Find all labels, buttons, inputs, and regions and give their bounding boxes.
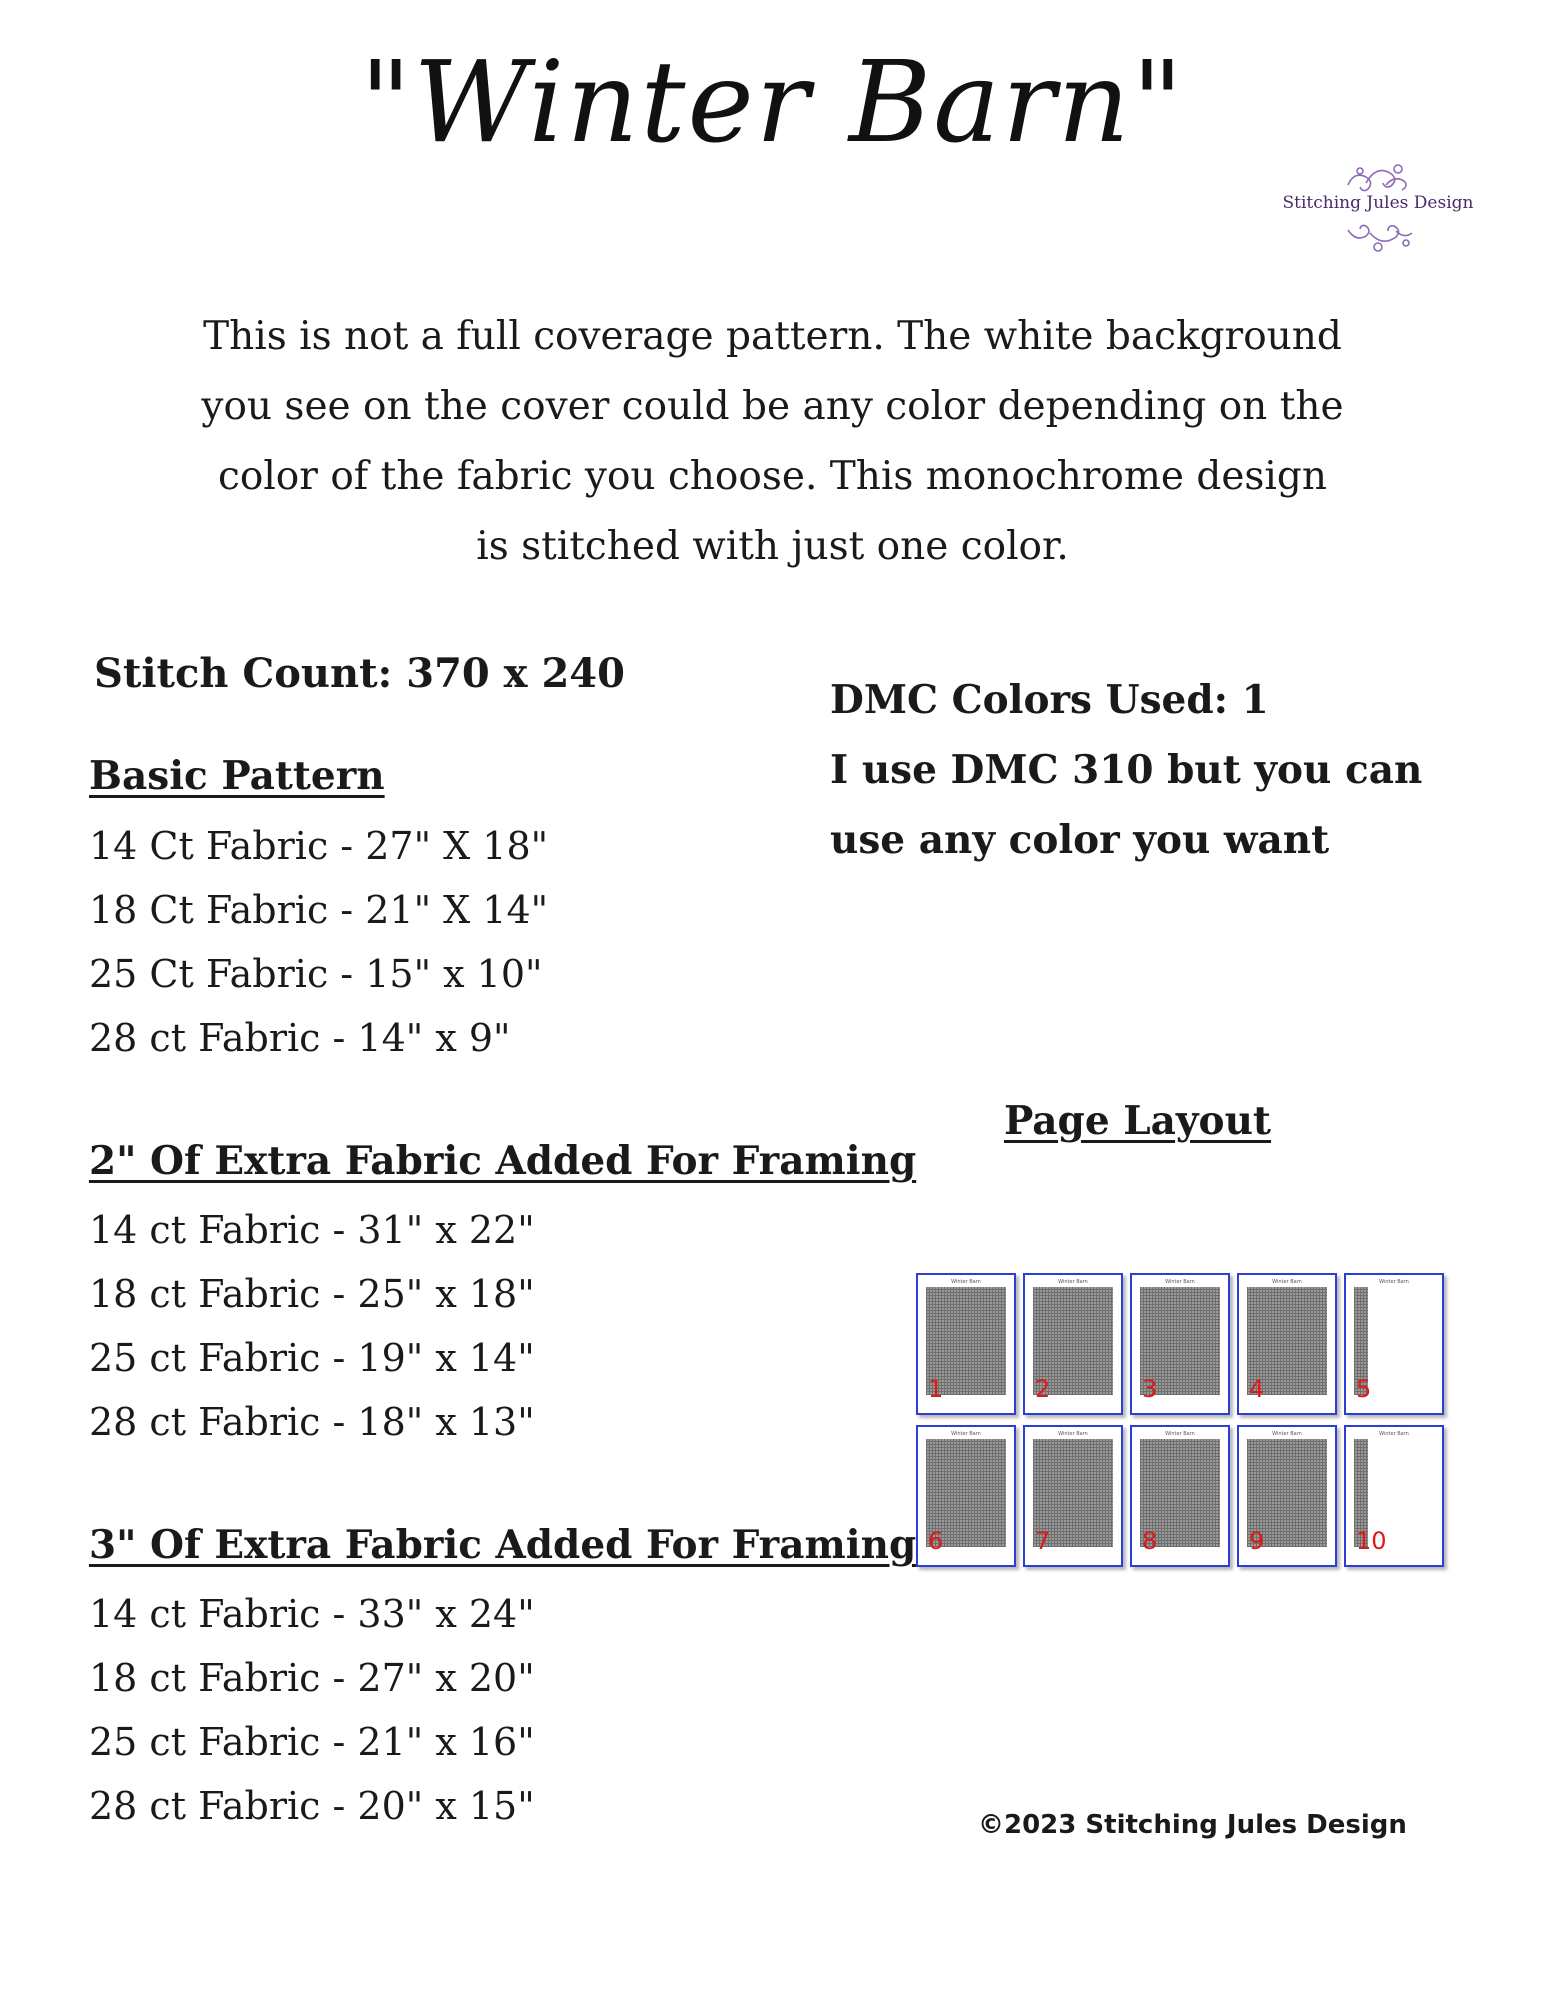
copyright-text: ©2023 Stitching Jules Design xyxy=(978,1810,1407,1840)
thumbnail-title: Winter Barn xyxy=(951,1431,981,1437)
thumbnail-title: Winter Barn xyxy=(1379,1431,1409,1437)
fabric-size-list xyxy=(89,1582,535,1838)
thumbnail-title: Winter Barn xyxy=(1272,1279,1302,1285)
intro-line: color of the fabric you choose. This monochrome design xyxy=(218,454,1327,499)
page-thumbnail xyxy=(1344,1425,1444,1567)
thumbnail-title: Winter Barn xyxy=(1379,1279,1409,1285)
page-thumbnail xyxy=(916,1273,1016,1415)
dmc-note-line: I use DMC 310 but you can xyxy=(830,747,1423,793)
dmc-note-line: use any color you want xyxy=(830,817,1330,863)
fabric-size-item: 25 ct Fabric - 19" x 14" xyxy=(89,1336,535,1380)
fabric-size-list xyxy=(89,1198,535,1454)
fabric-size-item: 14 Ct Fabric - 27" X 18" xyxy=(89,824,549,868)
intro-line: is stitched with just one color. xyxy=(476,524,1069,569)
section-heading-2in-extra: 2" Of Extra Fabric Added For Framing xyxy=(89,1138,917,1184)
page-number: 3 xyxy=(1142,1375,1158,1403)
page-number: 4 xyxy=(1249,1375,1265,1403)
section-heading-3in-extra: 3" Of Extra Fabric Added For Framing xyxy=(89,1522,917,1568)
stitch-count: Stitch Count: 370 x 240 xyxy=(94,650,625,697)
page-number: 2 xyxy=(1035,1375,1051,1403)
page-thumbnail xyxy=(1237,1425,1337,1567)
page-number: 7 xyxy=(1035,1527,1051,1555)
fabric-size-item: 18 Ct Fabric - 21" X 14" xyxy=(89,888,549,932)
fabric-size-item: 28 ct Fabric - 18" x 13" xyxy=(89,1400,535,1444)
page-number: 8 xyxy=(1142,1527,1158,1555)
thumbnail-title: Winter Barn xyxy=(951,1279,981,1285)
page-thumbnail xyxy=(1130,1425,1230,1567)
thumbnail-title: Winter Barn xyxy=(1058,1279,1088,1285)
page-number: 1 xyxy=(928,1375,944,1403)
section-heading-basic-pattern: Basic Pattern xyxy=(89,753,385,799)
fabric-size-item: 18 ct Fabric - 25" x 18" xyxy=(89,1272,535,1316)
fabric-size-item: 25 Ct Fabric - 15" x 10" xyxy=(89,952,543,996)
page-thumbnail xyxy=(1344,1273,1444,1415)
fabric-size-item: 14 ct Fabric - 33" x 24" xyxy=(89,1592,535,1636)
page-thumbnail xyxy=(1237,1273,1337,1415)
page-title: "Winter Barn" xyxy=(359,38,1186,168)
page-number: 9 xyxy=(1249,1527,1265,1555)
intro-line: This is not a full coverage pattern. The white background xyxy=(203,314,1342,359)
page-thumbnail xyxy=(1023,1425,1123,1567)
page-thumbnail xyxy=(1130,1273,1230,1415)
dmc-info xyxy=(830,665,1422,875)
page-layout-heading: Page Layout xyxy=(1004,1098,1271,1144)
page-number: 5 xyxy=(1356,1375,1372,1403)
page-number: 10 xyxy=(1356,1527,1387,1555)
thumbnail-title: Winter Barn xyxy=(1165,1279,1195,1285)
fabric-size-item: 28 ct Fabric - 20" x 15" xyxy=(89,1784,535,1828)
thumbnail-title: Winter Barn xyxy=(1058,1431,1088,1437)
dmc-colors-used: DMC Colors Used: 1 xyxy=(830,677,1269,723)
page-thumbnail xyxy=(916,1425,1016,1567)
thumbnail-title: Winter Barn xyxy=(1272,1431,1302,1437)
brand-logo xyxy=(1278,155,1478,260)
intro-paragraph xyxy=(150,302,1395,582)
logo-text: Stitching Jules Design xyxy=(1282,193,1474,213)
fabric-size-item: 25 ct Fabric - 21" x 16" xyxy=(89,1720,535,1764)
page-thumbnail xyxy=(1023,1273,1123,1415)
fabric-size-item: 18 ct Fabric - 27" x 20" xyxy=(89,1656,535,1700)
fabric-size-item: 14 ct Fabric - 31" x 22" xyxy=(89,1208,535,1252)
page-number: 6 xyxy=(928,1527,944,1555)
intro-line: you see on the cover could be any color depending on the xyxy=(201,384,1344,429)
thumbnail-title: Winter Barn xyxy=(1165,1431,1195,1437)
fabric-size-item: 28 ct Fabric - 14" x 9" xyxy=(89,1016,511,1060)
fabric-size-list xyxy=(89,814,548,1070)
